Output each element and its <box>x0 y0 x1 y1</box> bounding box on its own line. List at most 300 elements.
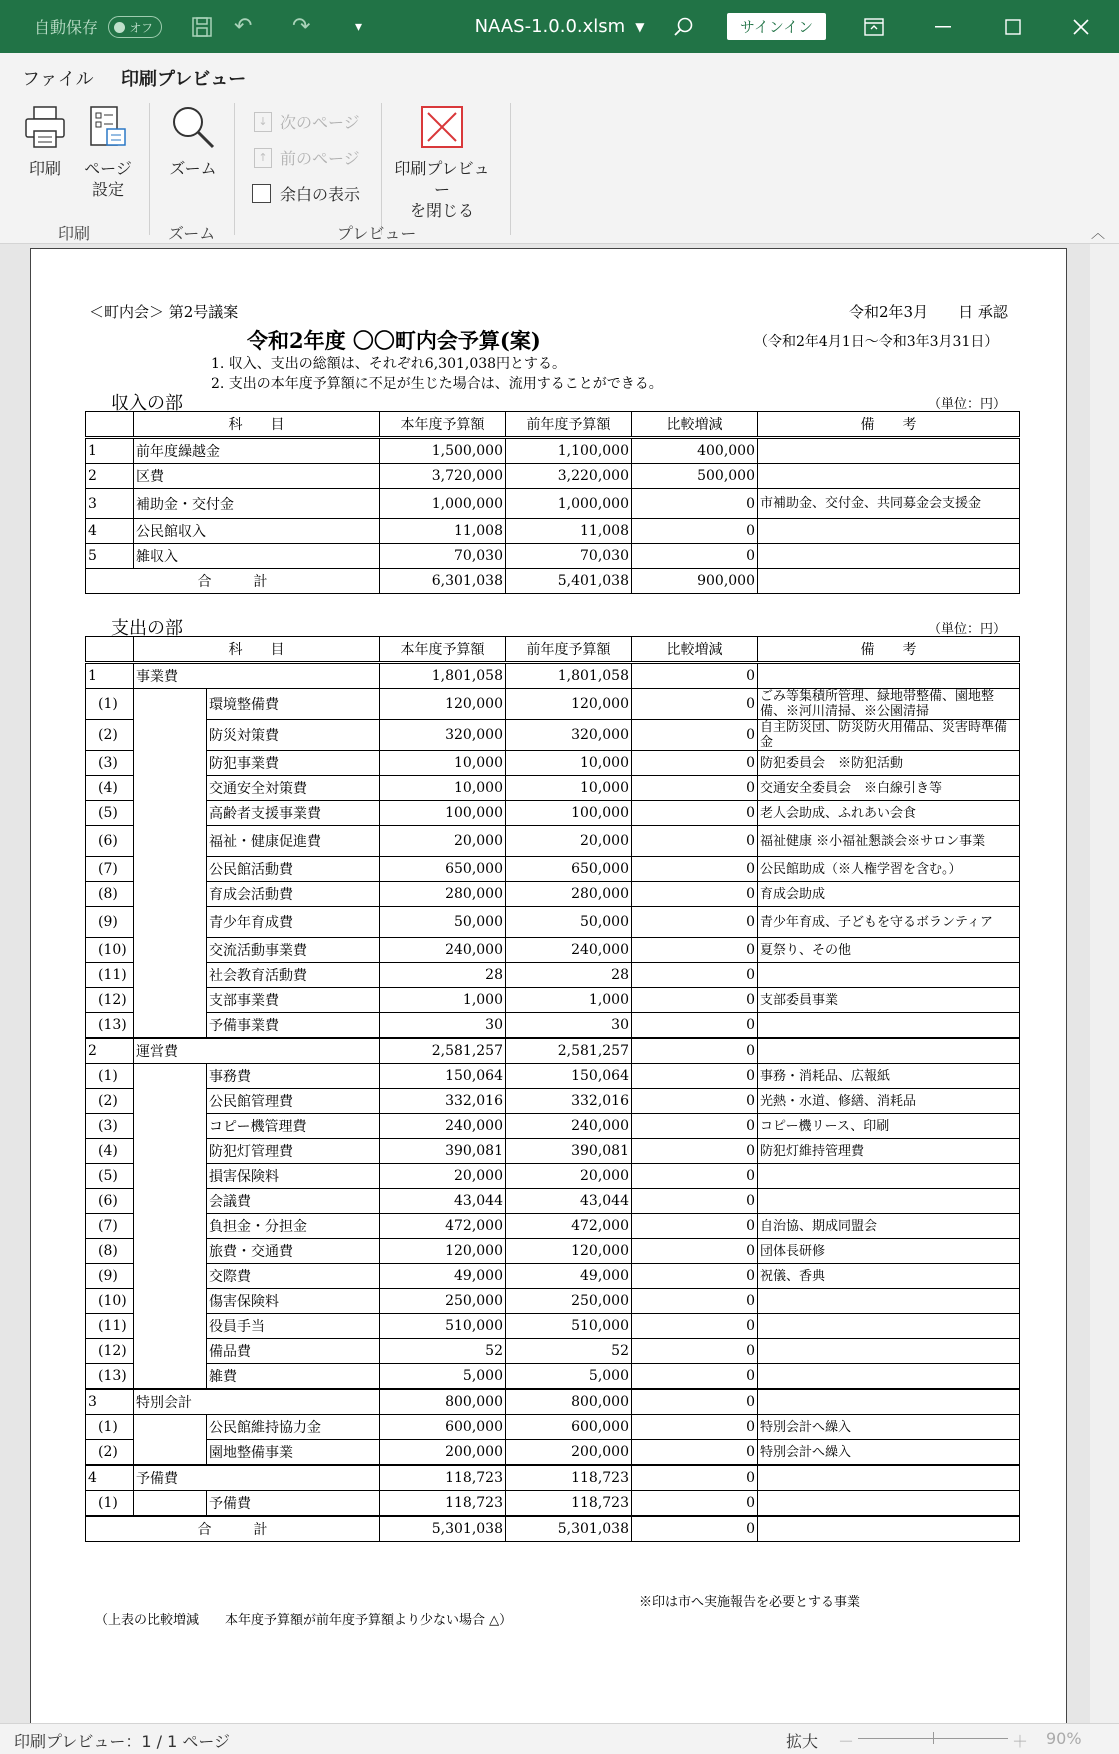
ribbon-display-options-icon[interactable] <box>849 0 899 53</box>
row-notes <box>758 438 1020 464</box>
total-label: 合 計 <box>86 569 380 594</box>
row-diff: 0 <box>632 1314 758 1339</box>
row-previous: 49,000 <box>506 1264 632 1289</box>
table-row <box>86 1064 1020 1089</box>
row-item: 公民館収入 <box>134 519 380 544</box>
row-current: 3,720,000 <box>380 464 506 489</box>
row-current: 1,000 <box>380 988 506 1013</box>
row-category: 運営費 <box>134 1038 380 1064</box>
header-no <box>86 637 134 663</box>
row-number: (9) <box>86 1264 134 1289</box>
row-item: 交際費 <box>207 1264 380 1289</box>
tab-print-preview[interactable]: 印刷プレビュー <box>121 65 246 91</box>
zoom-button[interactable] <box>164 105 222 179</box>
row-notes: 団体長研修 <box>758 1239 1020 1264</box>
row-indent <box>134 1264 207 1289</box>
row-previous: 120,000 <box>506 689 632 720</box>
undo-icon[interactable]: ↶ <box>234 14 253 39</box>
row-diff: 0 <box>632 1364 758 1390</box>
total-diff: 0 <box>632 1516 758 1542</box>
row-item: 会議費 <box>207 1189 380 1214</box>
table-row <box>86 1114 1020 1139</box>
row-indent <box>134 826 207 857</box>
row-indent <box>134 1189 207 1214</box>
row-number: (6) <box>86 826 134 857</box>
income-unit: （単位：円） <box>928 397 1007 412</box>
table-row <box>86 1264 1020 1289</box>
row-current: 1,801,058 <box>380 663 506 689</box>
row-item: コピー機管理費 <box>207 1114 380 1139</box>
next-page-button[interactable] <box>254 110 360 133</box>
row-indent <box>134 720 207 751</box>
row-current: 5,000 <box>380 1364 506 1390</box>
vertical-scrollbar[interactable] <box>1090 244 1119 1723</box>
row-diff: 0 <box>632 1339 758 1364</box>
row-diff: 0 <box>632 1139 758 1164</box>
row-notes: 防犯灯維持管理費 <box>758 1139 1020 1164</box>
row-notes: コピー機リース、印刷 <box>758 1114 1020 1139</box>
row-previous: 600,000 <box>506 1415 632 1440</box>
title-bar <box>0 0 1119 53</box>
row-notes <box>758 1465 1020 1491</box>
table-row <box>86 938 1020 963</box>
row-diff: 0 <box>632 1214 758 1239</box>
row-number: (6) <box>86 1189 134 1214</box>
group-label-zoom: ズーム <box>168 224 216 243</box>
row-notes <box>758 963 1020 988</box>
row-diff: 500,000 <box>632 464 758 489</box>
row-diff: 0 <box>632 963 758 988</box>
table-row <box>86 689 1020 720</box>
table-row <box>86 1038 1020 1064</box>
row-item: 補助金・交付金 <box>134 489 380 519</box>
row-category: 予備費 <box>134 1465 380 1491</box>
row-item: 予備事業費 <box>207 1013 380 1039</box>
row-current: 70,030 <box>380 544 506 569</box>
row-number: (4) <box>86 776 134 801</box>
row-number: (2) <box>86 720 134 751</box>
collapse-ribbon-icon[interactable]: ︿ <box>1091 226 1105 242</box>
row-previous: 43,044 <box>506 1189 632 1214</box>
row-diff: 0 <box>632 519 758 544</box>
row-item: 前年度繰越金 <box>134 438 380 464</box>
row-current: 118,723 <box>380 1491 506 1517</box>
row-number: (7) <box>86 1214 134 1239</box>
row-previous: 240,000 <box>506 938 632 963</box>
row-number: 3 <box>86 1389 134 1415</box>
row-number: (1) <box>86 1491 134 1517</box>
row-category: 特別会計 <box>134 1389 380 1415</box>
row-notes: 事務・消耗品、広報紙 <box>758 1064 1020 1089</box>
page-setup-label-2: 設定 <box>91 180 124 199</box>
row-diff: 0 <box>632 689 758 720</box>
row-current: 200,000 <box>380 1440 506 1466</box>
row-current: 52 <box>380 1339 506 1364</box>
group-label-preview: プレビュー <box>337 224 417 243</box>
row-item: 損害保険料 <box>207 1164 380 1189</box>
row-number: 2 <box>86 1038 134 1064</box>
table-row <box>86 1440 1020 1466</box>
close-preview-button[interactable] <box>388 105 496 221</box>
row-item: 防犯灯管理費 <box>207 1139 380 1164</box>
row-number: 1 <box>86 438 134 464</box>
row-current: 10,000 <box>380 751 506 776</box>
row-previous: 118,723 <box>506 1491 632 1517</box>
row-number: (1) <box>86 1064 134 1089</box>
row-notes <box>758 544 1020 569</box>
row-notes <box>758 464 1020 489</box>
row-current: 49,000 <box>380 1264 506 1289</box>
row-current: 120,000 <box>380 1239 506 1264</box>
row-current: 510,000 <box>380 1314 506 1339</box>
row-previous: 200,000 <box>506 1440 632 1466</box>
row-previous: 240,000 <box>506 1114 632 1139</box>
row-indent <box>134 857 207 882</box>
row-number: 2 <box>86 464 134 489</box>
table-row <box>86 1364 1020 1390</box>
row-diff: 0 <box>632 1264 758 1289</box>
row-number: (10) <box>86 938 134 963</box>
income-table <box>85 411 1020 594</box>
row-notes: 光熱・水道、修繕、消耗品 <box>758 1089 1020 1114</box>
row-previous: 20,000 <box>506 826 632 857</box>
row-diff: 0 <box>632 776 758 801</box>
row-diff: 0 <box>632 1239 758 1264</box>
row-number: (5) <box>86 1164 134 1189</box>
page-content <box>31 249 1066 1724</box>
prev-page-button[interactable] <box>254 146 360 169</box>
table-row <box>86 1389 1020 1415</box>
footnote-diff: （上表の比較増減 本年度予算額が前年度予算額より少ない場合 △） <box>95 1613 513 1628</box>
header-previous: 前年度予算額 <box>506 412 632 438</box>
table-row <box>86 464 1020 489</box>
row-item: 事務費 <box>207 1064 380 1089</box>
total-diff: 900,000 <box>632 569 758 594</box>
zoom-plus-button[interactable]: ＋ <box>1012 1732 1029 1751</box>
row-indent <box>134 1139 207 1164</box>
ribbon-separator <box>381 103 382 235</box>
row-indent <box>134 801 207 826</box>
total-previous: 5,401,038 <box>506 569 632 594</box>
table-row <box>86 1189 1020 1214</box>
row-number: (5) <box>86 801 134 826</box>
row-previous: 1,000,000 <box>506 489 632 519</box>
total-row <box>86 1516 1020 1542</box>
row-current: 120,000 <box>380 689 506 720</box>
row-diff: 0 <box>632 882 758 907</box>
row-current: 50,000 <box>380 907 506 938</box>
row-number: (4) <box>86 1139 134 1164</box>
income-heading: 収入の部 <box>111 393 183 414</box>
doc-note-1: 1. 収入、支出の総額は、それぞれ6,301,038円とする。 <box>211 356 567 372</box>
search-icon[interactable] <box>673 0 695 53</box>
row-diff: 0 <box>632 907 758 938</box>
row-previous: 10,000 <box>506 776 632 801</box>
table-row <box>86 907 1020 938</box>
row-item: 防犯事業費 <box>207 751 380 776</box>
row-item: 傷害保険料 <box>207 1289 380 1314</box>
row-item: 交通安全対策費 <box>207 776 380 801</box>
total-notes <box>758 1516 1020 1542</box>
row-indent <box>134 776 207 801</box>
row-number: (10) <box>86 1289 134 1314</box>
total-notes <box>758 569 1020 594</box>
row-diff: 0 <box>632 1164 758 1189</box>
row-number: (3) <box>86 751 134 776</box>
table-row <box>86 438 1020 464</box>
print-button[interactable] <box>22 105 68 179</box>
row-diff: 0 <box>632 751 758 776</box>
row-current: 240,000 <box>380 1114 506 1139</box>
row-item: 公民館活動費 <box>207 857 380 882</box>
page-setup-label-1: ページ <box>84 159 132 178</box>
row-previous: 510,000 <box>506 1314 632 1339</box>
row-previous: 472,000 <box>506 1214 632 1239</box>
row-number: (2) <box>86 1089 134 1114</box>
table-row <box>86 489 1020 519</box>
row-notes <box>758 663 1020 689</box>
status-bar <box>0 1723 1119 1754</box>
row-previous: 20,000 <box>506 1164 632 1189</box>
row-notes: 育成会助成 <box>758 882 1020 907</box>
row-indent <box>134 1239 207 1264</box>
maximize-icon[interactable] <box>988 0 1038 53</box>
row-notes <box>758 1389 1020 1415</box>
row-number: 5 <box>86 544 134 569</box>
header-notes: 備 考 <box>758 412 1020 438</box>
row-indent <box>134 1314 207 1339</box>
row-number: 1 <box>86 663 134 689</box>
row-notes <box>758 1491 1020 1517</box>
row-notes: 自主防災団、防災防火用備品、災害時準備金 <box>758 720 1020 751</box>
customize-qat-icon[interactable]: ▾ <box>355 18 363 35</box>
close-preview-icon <box>388 105 496 154</box>
row-diff: 0 <box>632 720 758 751</box>
row-indent <box>134 1339 207 1364</box>
row-diff: 0 <box>632 489 758 519</box>
ribbon-separator <box>510 103 511 235</box>
ribbon <box>0 95 1119 244</box>
row-current: 1,500,000 <box>380 438 506 464</box>
table-row <box>86 1214 1020 1239</box>
row-current: 1,000,000 <box>380 489 506 519</box>
header-no <box>86 412 134 438</box>
zoom-value: 90% <box>1046 1729 1082 1748</box>
header-notes: 備 考 <box>758 637 1020 663</box>
row-number: (11) <box>86 1314 134 1339</box>
row-current: 11,008 <box>380 519 506 544</box>
doc-left-header: ＜町内会＞ 第2号議案 <box>89 303 239 321</box>
header-item: 科 目 <box>134 412 380 438</box>
footnote-report: ※印は市へ実施報告を必要とする事業 <box>639 1595 861 1610</box>
close-icon[interactable] <box>1056 0 1106 53</box>
row-diff: 0 <box>632 1440 758 1466</box>
row-notes: 自治協、期成同盟会 <box>758 1214 1020 1239</box>
row-current: 650,000 <box>380 857 506 882</box>
row-previous: 28 <box>506 963 632 988</box>
row-notes: 青少年育成、子どもを守るボランティア <box>758 907 1020 938</box>
row-previous: 650,000 <box>506 857 632 882</box>
row-notes: ごみ等集積所管理、緑地帯整備、園地整備、※河川清掃、※公園清掃 <box>758 689 1020 720</box>
row-item: 公民館維持協力金 <box>207 1415 380 1440</box>
table-row <box>86 988 1020 1013</box>
row-previous: 332,016 <box>506 1089 632 1114</box>
row-current: 28 <box>380 963 506 988</box>
autosave-label: 自動保存 <box>34 18 99 37</box>
row-item: 交流活動事業費 <box>207 938 380 963</box>
row-item: 育成会活動費 <box>207 882 380 907</box>
table-row <box>86 1239 1020 1264</box>
table-row <box>86 1289 1020 1314</box>
row-indent <box>134 1114 207 1139</box>
row-item: 区費 <box>134 464 380 489</box>
zoom-minus-button[interactable]: － <box>838 1732 855 1751</box>
row-number: (13) <box>86 1364 134 1390</box>
row-number: (3) <box>86 1114 134 1139</box>
table-row <box>86 857 1020 882</box>
table-row <box>86 1415 1020 1440</box>
row-current: 320,000 <box>380 720 506 751</box>
row-previous: 800,000 <box>506 1389 632 1415</box>
chevron-down-icon[interactable]: ▼ <box>635 19 645 34</box>
row-notes: 特別会計へ繰入 <box>758 1440 1020 1466</box>
row-diff: 0 <box>632 1389 758 1415</box>
row-indent <box>134 1164 207 1189</box>
header-item: 科 目 <box>134 637 380 663</box>
row-notes: 福祉健康 ※小福祉懇談会※サロン事業 <box>758 826 1020 857</box>
row-item: 備品費 <box>207 1339 380 1364</box>
row-notes <box>758 1013 1020 1039</box>
row-notes: 祝儀、香典 <box>758 1264 1020 1289</box>
redo-icon[interactable]: ↷ <box>292 14 311 39</box>
row-item: 役員手当 <box>207 1314 380 1339</box>
print-label: 印刷 <box>28 159 61 178</box>
row-previous: 150,064 <box>506 1064 632 1089</box>
row-previous: 10,000 <box>506 751 632 776</box>
ribbon-tabs <box>0 53 1119 95</box>
preview-page <box>30 248 1067 1725</box>
row-notes: 老人会助成、ふれあい会食 <box>758 801 1020 826</box>
page-info: 印刷プレビュー：1 / 1 ページ <box>14 1732 231 1751</box>
row-diff: 0 <box>632 1064 758 1089</box>
row-item: 高齢者支援事業費 <box>207 801 380 826</box>
row-indent <box>134 963 207 988</box>
arrow-down-icon: ↓ <box>254 112 272 132</box>
prev-page-label: 前のページ <box>280 149 360 168</box>
row-number: (1) <box>86 1415 134 1440</box>
row-diff: 0 <box>632 1089 758 1114</box>
row-current: 150,064 <box>380 1064 506 1089</box>
row-indent <box>134 1214 207 1239</box>
close-preview-label-1: 印刷プレビュー <box>394 159 490 199</box>
header-current: 本年度予算額 <box>380 412 506 438</box>
row-previous: 1,000 <box>506 988 632 1013</box>
header-previous: 前年度予算額 <box>506 637 632 663</box>
row-current: 240,000 <box>380 938 506 963</box>
row-current: 332,016 <box>380 1089 506 1114</box>
row-number: 3 <box>86 489 134 519</box>
row-diff: 0 <box>632 857 758 882</box>
row-notes <box>758 1164 1020 1189</box>
row-notes <box>758 1339 1020 1364</box>
row-indent <box>134 1415 207 1440</box>
row-number: (1) <box>86 689 134 720</box>
row-current: 250,000 <box>380 1289 506 1314</box>
page-setup-button[interactable] <box>80 105 136 200</box>
table-row <box>86 826 1020 857</box>
row-diff: 0 <box>632 1491 758 1517</box>
header-current: 本年度予算額 <box>380 637 506 663</box>
row-notes: 支部委員事業 <box>758 988 1020 1013</box>
magnifier-icon <box>164 105 222 154</box>
row-item: 防災対策費 <box>207 720 380 751</box>
row-number: (9) <box>86 907 134 938</box>
row-previous: 52 <box>506 1339 632 1364</box>
minimize-icon[interactable] <box>918 0 968 53</box>
row-previous: 250,000 <box>506 1289 632 1314</box>
row-indent <box>134 1013 207 1039</box>
show-margins-checkbox[interactable] <box>252 182 360 205</box>
tab-file[interactable]: ファイル <box>22 69 94 90</box>
row-diff: 0 <box>632 801 758 826</box>
row-previous: 280,000 <box>506 882 632 907</box>
row-current: 600,000 <box>380 1415 506 1440</box>
row-item: 旅費・交通費 <box>207 1239 380 1264</box>
row-number: 4 <box>86 1465 134 1491</box>
row-current: 43,044 <box>380 1189 506 1214</box>
table-row <box>86 776 1020 801</box>
row-category: 事業費 <box>134 663 380 689</box>
row-diff: 0 <box>632 1114 758 1139</box>
row-previous: 1,100,000 <box>506 438 632 464</box>
expense-unit: （単位：円） <box>928 622 1007 637</box>
row-current: 100,000 <box>380 801 506 826</box>
row-current: 472,000 <box>380 1214 506 1239</box>
total-row <box>86 569 1020 594</box>
show-margins-label: 余白の表示 <box>280 185 361 204</box>
checkbox-box[interactable] <box>252 184 271 203</box>
table-row <box>86 519 1020 544</box>
row-current: 280,000 <box>380 882 506 907</box>
row-previous: 120,000 <box>506 1239 632 1264</box>
zoom-in-button[interactable]: 拡大 <box>786 1732 819 1751</box>
row-item: 予備費 <box>207 1491 380 1517</box>
doc-approval: 令和2年3月 日 承認 <box>849 303 1008 321</box>
row-number: (12) <box>86 1339 134 1364</box>
table-header-row <box>86 637 1020 663</box>
row-indent <box>134 988 207 1013</box>
row-notes: 特別会計へ繰入 <box>758 1415 1020 1440</box>
row-diff: 0 <box>632 938 758 963</box>
table-row <box>86 1139 1020 1164</box>
table-row <box>86 1314 1020 1339</box>
table-row <box>86 663 1020 689</box>
table-row <box>86 751 1020 776</box>
arrow-up-icon: ↑ <box>254 148 272 168</box>
header-diff: 比較増減 <box>632 637 758 663</box>
next-page-label: 次のページ <box>280 113 360 132</box>
table-row <box>86 1164 1020 1189</box>
row-previous: 11,008 <box>506 519 632 544</box>
row-item: 園地整備事業 <box>207 1440 380 1466</box>
row-current: 20,000 <box>380 826 506 857</box>
signin-button[interactable]: サインイン <box>727 13 826 40</box>
row-notes <box>758 1314 1020 1339</box>
row-previous: 2,581,257 <box>506 1038 632 1064</box>
table-row <box>86 963 1020 988</box>
row-number: (8) <box>86 882 134 907</box>
row-indent <box>134 1364 207 1390</box>
